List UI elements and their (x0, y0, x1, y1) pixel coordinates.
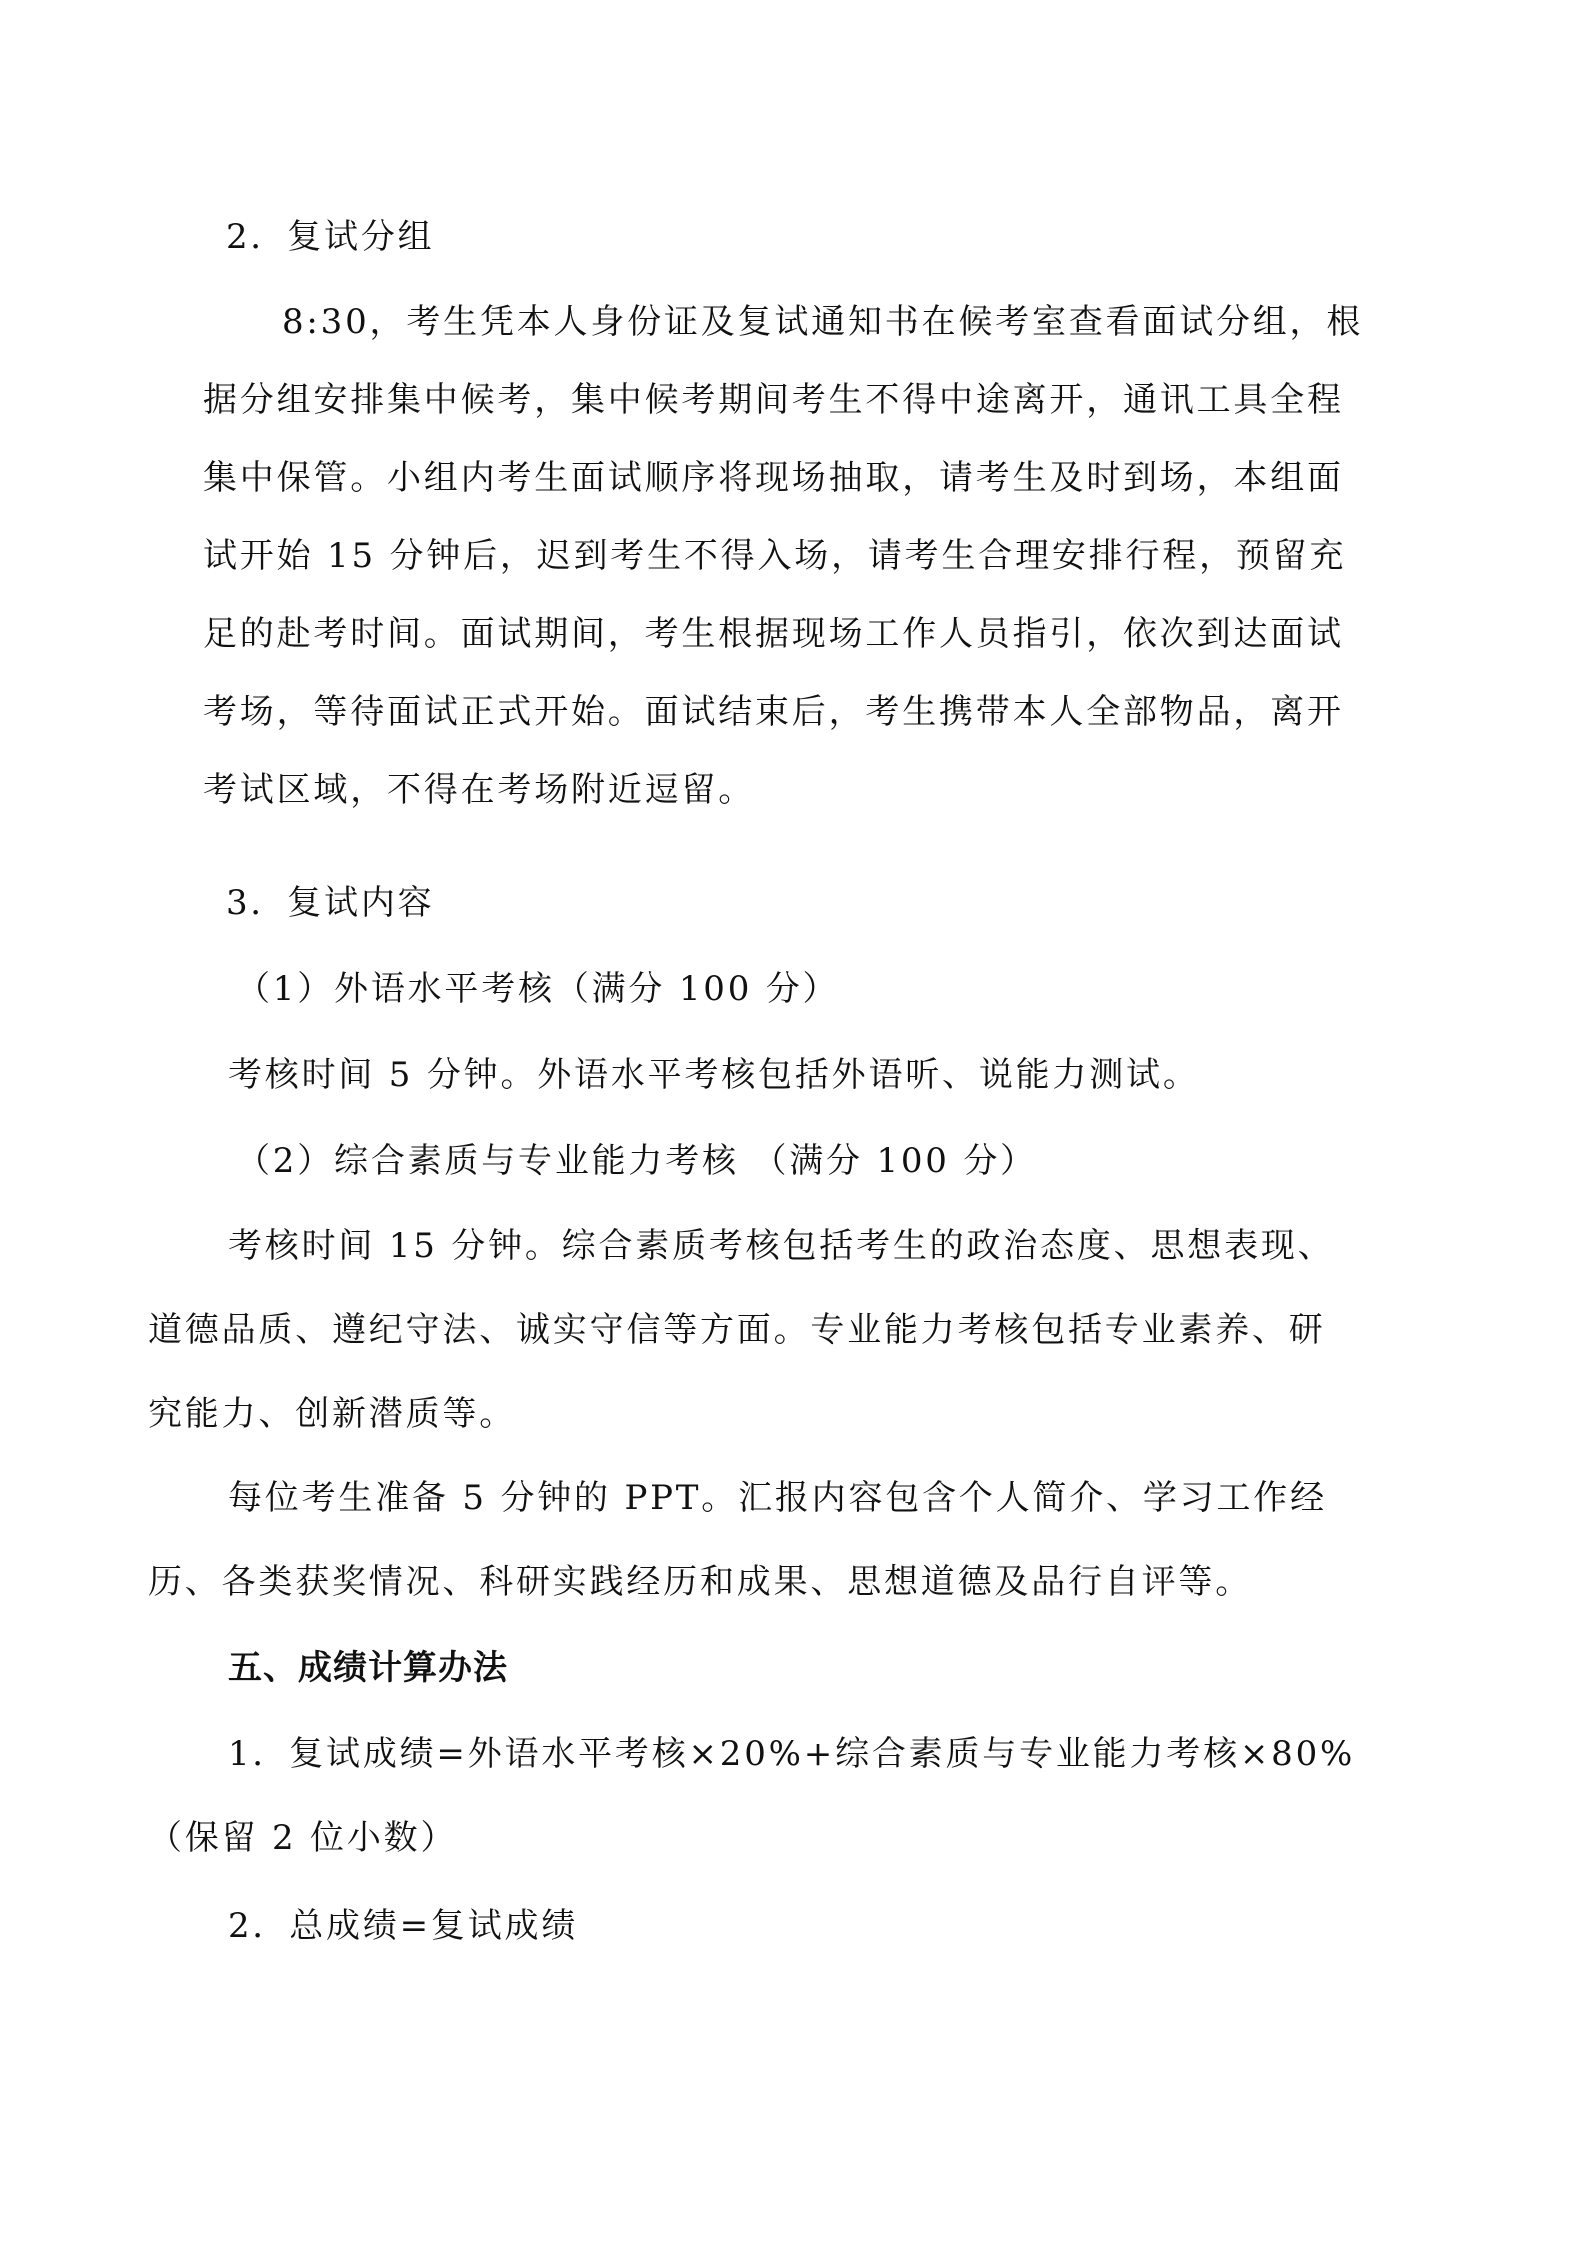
paragraph-line: 历、各类获奖情况、科研实践经历和成果、思想道德及品行自评等。 (148, 1562, 1252, 1602)
paragraph-line: 据分组安排集中候考，集中候考期间考生不得中途离开，通讯工具全程 (203, 380, 1344, 420)
paragraph-line: （保留 2 位小数） (148, 1818, 458, 1858)
paragraph-line: 考核时间 15 分钟。综合素质考核包括考生的政治态度、思想表现、 (228, 1226, 1335, 1266)
paragraph-line: 2．总成绩=复试成绩 (228, 1906, 579, 1946)
paragraph-line: 试开始 15 分钟后，迟到考生不得入场，请考生合理安排行程，预留充 (203, 536, 1347, 576)
section-2-title: 2．复试分组 (226, 217, 435, 257)
paragraph-line: 考场，等待面试正式开始。面试结束后，考生携带本人全部物品，离开 (203, 692, 1344, 732)
paragraph-line: 8:30，考生凭本人身份证及复试通知书在候考室查看面试分组，根 (282, 302, 1364, 342)
paragraph-line: 每位考生准备 5 分钟的 PPT。汇报内容包含个人简介、学习工作经 (228, 1478, 1327, 1518)
subsection-title: （1）外语水平考核（满分 100 分） (236, 969, 840, 1009)
paragraph-line: 足的赴考时间。面试期间，考生根据现场工作人员指引，依次到达面试 (203, 614, 1344, 654)
section-5-heading: 五、成绩计算办法 (228, 1648, 508, 1688)
paragraph-line: 道德品质、遵纪守法、诚实守信等方面。专业能力考核包括专业素养、研 (148, 1310, 1326, 1350)
paragraph-line: 集中保管。小组内考生面试顺序将现场抽取，请考生及时到场，本组面 (203, 458, 1344, 498)
paragraph-line: 究能力、创新潜质等。 (148, 1394, 516, 1434)
paragraph-line: 考试区域，不得在考场附近逗留。 (203, 770, 755, 810)
section-3-title: 3．复试内容 (226, 883, 435, 923)
subsection-title: （2）综合素质与专业能力考核 （满分 100 分） (236, 1141, 1037, 1181)
paragraph-line: 1．复试成绩=外语水平考核×20%+综合素质与专业能力考核×80% (228, 1734, 1356, 1774)
paragraph-line: 考核时间 5 分钟。外语水平考核包括外语听、说能力测试。 (228, 1055, 1200, 1095)
